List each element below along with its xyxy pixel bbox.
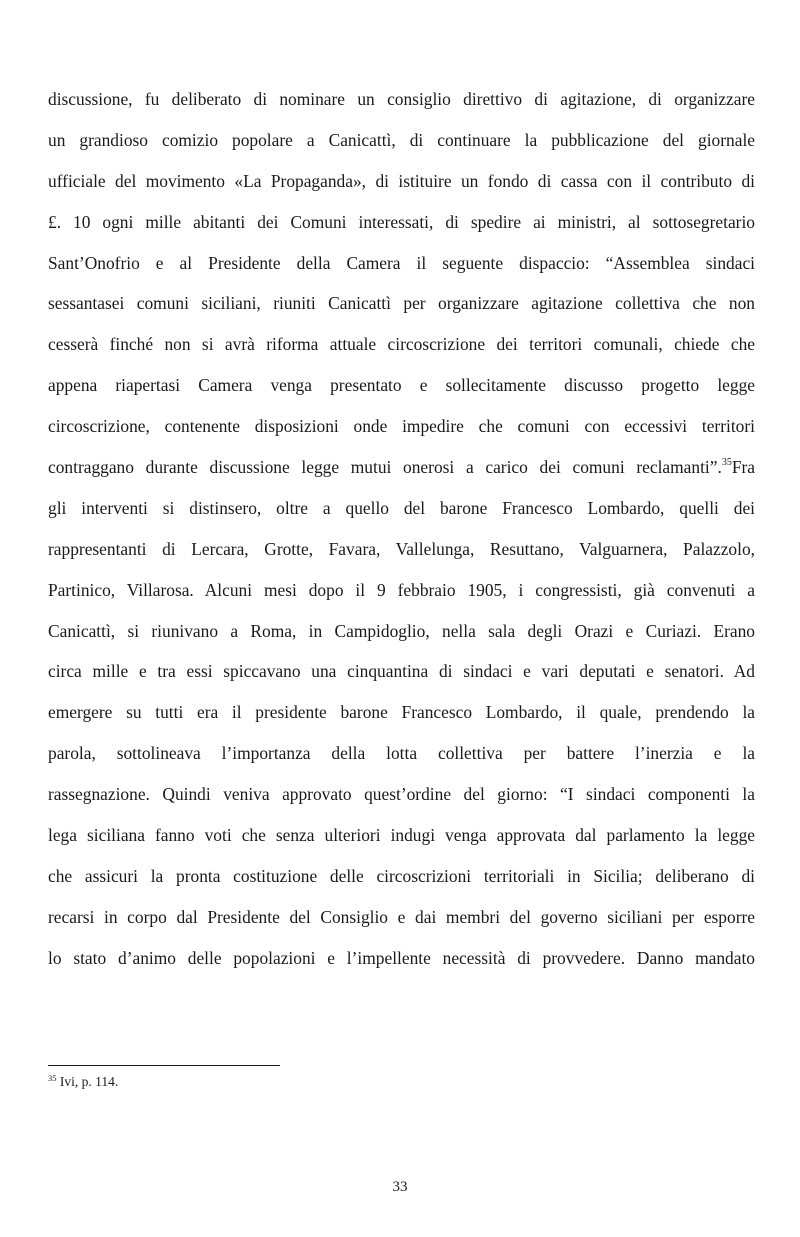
body-line: emergere su tutti era il presidente barone Francesco Lombardo, il quale, prendendo la (48, 702, 755, 723)
body-line: gli interventi si distinsero, oltre a quello del barone Francesco Lombardo, quelli dei (48, 497, 755, 518)
footnote-number: 35 (48, 1073, 57, 1083)
body-line: recarsi in corpo dal Presidente del Consiglio e dai membri del governo siciliani per esporre (48, 906, 755, 927)
body-line: rassegnazione. Quindi veniva approvato quest’ordine del giorno: “I sindaci componenti la (48, 784, 755, 805)
body-line: che assicuri la pronta costituzione delle circoscrizioni territoriali in Sicilia; deliberano di (48, 865, 755, 886)
footnote-separator (48, 1065, 280, 1066)
body-line: Sant’Onofrio e al Presidente della Camera il seguente dispaccio: “Assemblea sindaci (48, 252, 755, 273)
body-line-text: contraggano durante discussione legge mutui onerosi a carico dei comuni reclamanti”. (48, 457, 722, 478)
body-line: un grandioso comizio popolare a Canicattì, di continuare la pubblicazione del giornale (48, 129, 755, 150)
body-line: lo stato d’animo delle popolazioni e l’impellente necessità di provvedere. Danno mandato (48, 947, 755, 968)
body-line: Canicattì, si riunivano a Roma, in Campidoglio, nella sala degli Orazi e Curiazi. Erano (48, 620, 755, 641)
body-line: cesserà finché non si avrà riforma attuale circoscrizione dei territori comunali, chiede che (48, 334, 755, 355)
body-line-with-footnote-ref (48, 447, 755, 488)
body-text (48, 79, 755, 979)
body-line: circa mille e tra essi spiccavano una cinquantina di sindaci e vari deputati e senatori. Ad (48, 661, 755, 682)
body-line: lega siciliana fanno voti che senza ulteriori indugi venga approvata dal parlamento la legge (48, 825, 755, 846)
body-line: ufficiale del movimento «La Propaganda», di istituire un fondo di cassa con il contributo di (48, 170, 755, 191)
body-line: Partinico, Villarosa. Alcuni mesi dopo il 9 febbraio 1905, i congressisti, già convenuti a (48, 579, 755, 600)
body-line: rappresentanti di Lercara, Grotte, Favara, Vallelunga, Resuttano, Valguarnera, Palazzolo, (48, 538, 755, 559)
body-line: circoscrizione, contenente disposizioni onde impedire che comuni con eccessivi territori (48, 416, 755, 437)
footnote (48, 1073, 118, 1091)
body-line: sessantasei comuni siciliani, riuniti Canicattì per organizzare agitazione collettiva che non (48, 293, 755, 314)
body-line-tail: Fra (731, 457, 755, 478)
footnote-reference[interactable]: 35 (721, 457, 732, 469)
body-line: discussione, fu deliberato di nominare un consiglio direttivo di agitazione, di organizzare (48, 89, 755, 109)
page-number: 33 (392, 1179, 408, 1195)
body-line: £. 10 ogni mille abitanti dei Comuni interessati, di spedire ai ministri, al sottosegretario (48, 211, 755, 232)
footnote-text: Ivi, p. 114. (56, 1074, 119, 1089)
body-line: parola, sottolineava l’importanza della lotta collettiva per battere l’inerzia e la (48, 743, 755, 764)
body-line: appena riapertasi Camera venga presentato e sollecitamente discusso progetto legge (48, 375, 755, 396)
